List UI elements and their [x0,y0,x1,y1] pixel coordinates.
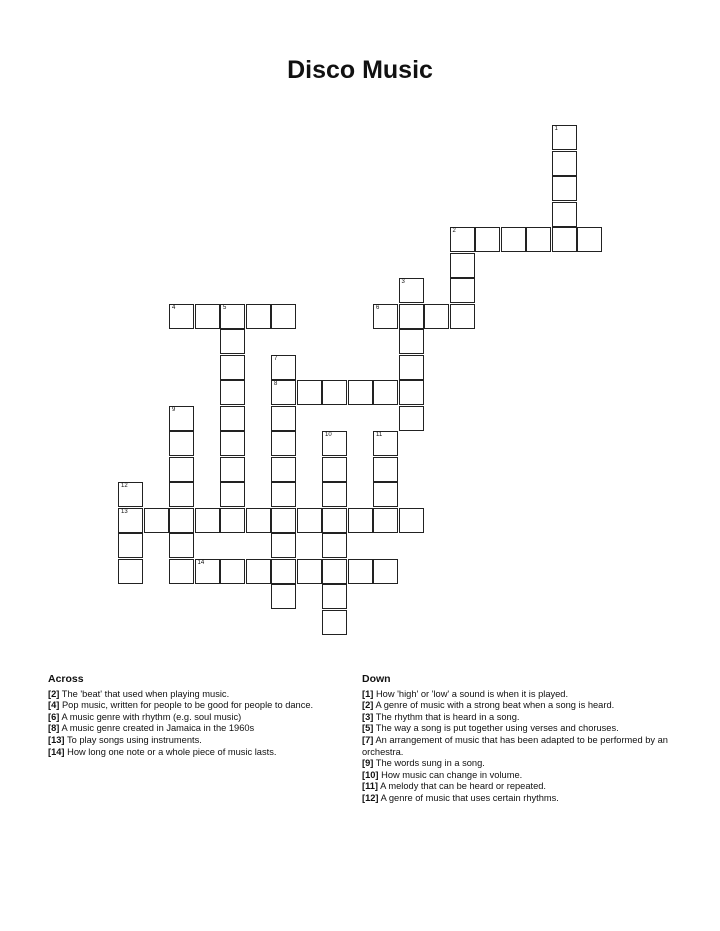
grid-cell[interactable] [118,482,143,507]
grid-cell[interactable] [195,559,220,584]
grid-cell[interactable] [271,304,296,329]
clue-text: How 'high' or 'low' a sound is when it is played. [373,688,569,699]
grid-cell[interactable] [552,227,577,252]
across-clues [48,674,348,758]
grid-cell[interactable] [450,304,475,329]
across-heading: Across [48,673,84,685]
clue-text: A genre of music with a strong beat when a song is heard. [373,700,615,711]
grid-cell[interactable] [169,406,194,431]
grid-cell[interactable] [246,304,271,329]
grid-cell[interactable] [169,457,194,482]
clue-number: [12] [362,792,379,803]
grid-cell[interactable] [169,533,194,558]
grid-cell[interactable] [220,329,245,354]
clue-number-label: 3 [401,279,405,285]
across-clue [48,712,348,724]
grid-cell[interactable] [169,559,194,584]
across-clue [48,747,348,759]
clue-number: [5] [362,723,374,734]
grid-cell[interactable] [195,304,220,329]
clue-number: [6] [48,711,60,722]
grid-cell[interactable] [348,559,373,584]
clue-text: Pop music, written for people to be good for people to dance. [59,700,314,711]
grid-cell[interactable] [118,533,143,558]
down-clues [362,674,682,805]
grid-cell[interactable] [552,125,577,150]
clue-number: [7] [362,734,374,745]
clue-number-label: 10 [325,432,332,438]
grid-cell[interactable] [118,508,143,533]
grid-cell[interactable] [450,253,475,278]
clue-number-label: 6 [376,304,380,311]
grid-cell[interactable] [271,431,296,456]
grid-cell[interactable] [271,508,296,533]
page-title: Disco Music [287,56,433,84]
grid-cell[interactable] [271,406,296,431]
clue-text: A music genre created in Jamaica in the 1960s [59,723,255,734]
grid-cell[interactable] [322,533,347,558]
across-clue [48,689,348,701]
down-clue-list [362,689,682,805]
grid-cell[interactable] [322,457,347,482]
grid-cell[interactable] [271,482,296,507]
grid-cell[interactable] [220,304,245,329]
down-heading: Down [362,673,391,685]
down-clue [362,793,682,805]
grid-cell[interactable] [450,278,475,303]
grid-cell[interactable] [118,559,143,584]
grid-cell[interactable] [322,508,347,533]
across-clue [48,723,348,735]
clue-number: [11] [362,781,379,792]
grid-cell[interactable] [552,151,577,176]
grid-cell[interactable] [271,355,296,380]
clue-number: [8] [48,723,60,734]
clue-number: [4] [48,700,60,711]
clue-number: [10] [362,769,379,780]
down-clue [362,770,682,782]
grid-cell[interactable] [552,202,577,227]
grid-cell[interactable] [322,482,347,507]
grid-cell[interactable] [169,508,194,533]
grid-cell[interactable] [297,508,322,533]
clue-number-label: 11 [376,432,383,438]
grid-cell[interactable] [195,508,220,533]
clue-text: The rhythm that is heard in a song. [373,711,520,722]
down-clue [362,735,682,758]
clue-number: [9] [362,758,374,769]
grid-cell[interactable] [322,584,347,609]
grid-cell[interactable] [271,380,296,405]
clue-text: A melody that can be heard or repeated. [378,781,547,792]
down-clue [362,700,682,712]
grid-cell[interactable] [373,457,398,482]
grid-cell[interactable] [373,304,398,329]
grid-cell[interactable] [220,457,245,482]
grid-cell[interactable] [144,508,169,533]
clue-number-label: 12 [121,483,128,489]
grid-cell[interactable] [450,227,475,252]
grid-cell[interactable] [220,406,245,431]
grid-cell[interactable] [552,176,577,201]
clue-number-label: 5 [223,304,227,311]
grid-cell[interactable] [373,508,398,533]
grid-cell[interactable] [399,329,424,354]
grid-cell[interactable] [577,227,602,252]
across-clue [48,700,348,712]
grid-cell[interactable] [399,278,424,303]
grid-cell[interactable] [348,508,373,533]
grid-cell[interactable] [399,380,424,405]
clue-number-label: 2 [452,228,456,234]
clue-number-label: 4 [172,304,176,311]
clue-number-label: 13 [121,508,128,515]
grid-cell[interactable] [246,559,271,584]
down-clue [362,781,682,793]
clue-text: The words sung in a song. [373,758,485,769]
clue-text: The 'beat' that used when playing music. [59,688,230,699]
grid-cell[interactable] [271,559,296,584]
across-clue [48,735,348,747]
grid-cell[interactable] [526,227,551,252]
grid-cell[interactable] [220,482,245,507]
across-clue-list [48,689,348,759]
grid-cell[interactable] [399,304,424,329]
clue-text: The way a song is put together using verses and choruses. [373,723,619,734]
grid-cell[interactable] [220,380,245,405]
grid-cell[interactable] [399,508,424,533]
grid-cell[interactable] [220,559,245,584]
grid-cell[interactable] [501,227,526,252]
grid-cell[interactable] [169,431,194,456]
down-clue [362,689,682,701]
grid-cell[interactable] [424,304,449,329]
grid-cell[interactable] [373,431,398,456]
clue-number-label: 14 [197,559,205,566]
grid-cell[interactable] [322,559,347,584]
grid-cell[interactable] [169,482,194,507]
clue-text: An arrangement of music that has been adapted to be performed by an orchestra. [362,734,668,757]
grid-cell[interactable] [220,355,245,380]
clue-number-label: 7 [274,355,278,362]
clue-number: [14] [48,746,65,757]
grid-cell[interactable] [220,431,245,456]
clue-number: [13] [48,734,65,745]
grid-cell[interactable] [399,355,424,380]
clue-number-label: 1 [554,126,558,132]
grid-cell[interactable] [220,508,245,533]
down-clue [362,723,682,735]
grid-cell[interactable] [475,227,500,252]
grid-cell[interactable] [373,559,398,584]
grid-cell[interactable] [322,610,347,635]
down-clue [362,758,682,770]
clue-number: [3] [362,711,374,722]
clue-number: [2] [48,688,60,699]
grid-cell[interactable] [297,559,322,584]
grid-cell[interactable] [169,304,194,329]
clue-number: [1] [362,688,374,699]
clue-text: A genre of music that uses certain rhythms. [378,792,559,803]
grid-cell[interactable] [322,380,347,405]
grid-cell[interactable] [322,431,347,456]
grid-cell[interactable] [373,482,398,507]
grid-cell[interactable] [271,533,296,558]
clue-text: A music genre with rhythm (e.g. soul music) [59,711,242,722]
grid-cell[interactable] [373,380,398,405]
clue-text: How long one note or a whole piece of music lasts. [64,746,277,757]
down-clue [362,712,682,724]
grid-cell[interactable] [348,380,373,405]
grid-cell[interactable] [271,457,296,482]
grid-cell[interactable] [297,380,322,405]
clue-text: To play songs using instruments. [64,734,202,745]
clue-number-label: 9 [172,406,176,413]
grid-cell[interactable] [399,406,424,431]
grid-cell[interactable] [271,584,296,609]
clue-text: How music can change in volume. [378,769,523,780]
clue-number: [2] [362,700,374,711]
grid-cell[interactable] [246,508,271,533]
clue-number-label: 8 [274,381,278,387]
